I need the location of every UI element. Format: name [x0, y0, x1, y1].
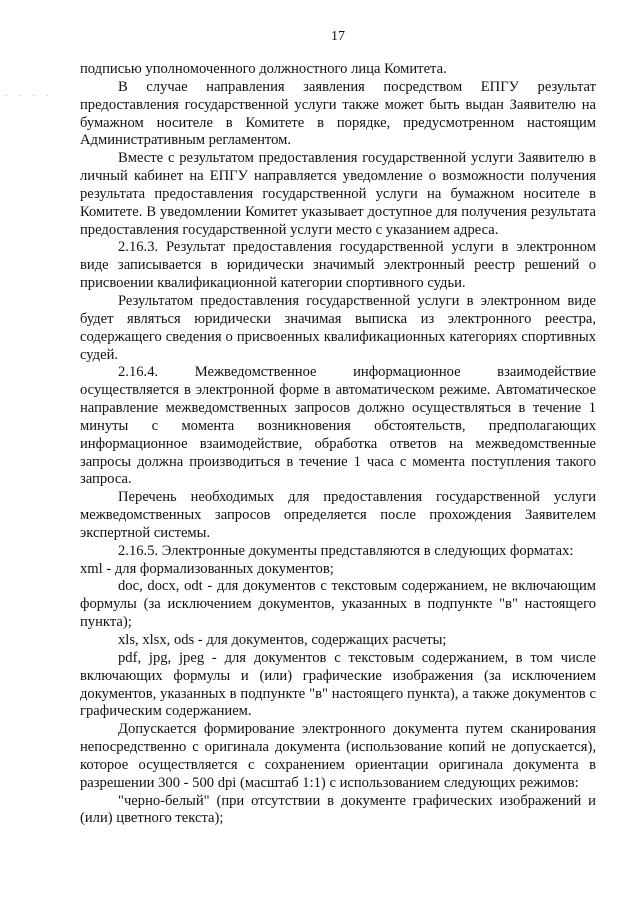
paragraph-2-16-4: 2.16.4. Межведомственное информационное взаимодействие осуществляется в электронной форме в автоматическом режиме. Автоматическое направление межведомственных запросов должно осуществляться в течение 1 минуты с момента возникновения обстоятельств, предполагающих информационное взаимодействие, обработка ответов на межведомственные запросы должна производиться в течение 1 часа с момента поступления такого запроса. [80, 364, 596, 488]
paragraph-epgu-paper: В случае направления заявления посредством ЕПГУ результат предоставления государственной услуги также может быть выдан Заявителю на бумажном носителе в Комитете в порядке, предусмотренном настоящим Административным регламентом. [80, 78, 596, 149]
paragraph-notification: Вместе с результатом предоставления государственной услуги Заявителю в личный кабинет на ЕПГУ направляется уведомление о возможности получения результата предоставления государственной услуги на бумажном носителе в Комитете. В уведомлении Комитет указывает доступное для получения результата предоставления государственной услуги место с указанием адреса. [80, 150, 596, 238]
list-item-black-white: "черно-белый" (при отсутствии в документе графических изображений и (или) цветного текста); [80, 792, 596, 827]
margin-mark: · · · · [4, 91, 52, 100]
paragraph-registry-extract: Результатом предоставления государственной услуги в электронном виде будет являться юридически значимая выписка из электронного реестра, содержащего сведения о присвоенных квалификационных категориях спортивных судей. [80, 292, 596, 363]
paragraph-scanning: Допускается формирование электронного документа путем сканирования непосредственно с оригинала документа (использование копий не допускается), которое осуществляется с сохранением ориентации оригинала документа в разрешении 300 - 500 dpi (масштаб 1:1) с использованием следующих режимов: [80, 721, 596, 791]
paragraph-2-16-3: 2.16.3. Результат предоставления государственной услуги в электронном виде записывается в юридически значимый электронный реестр решений о присвоении квалификационной категории спортивного судьи. [80, 239, 596, 292]
list-item-xls: xls, xlsx, ods - для документов, содержащих расчеты; [118, 632, 447, 648]
list-item-xml: xml - для формализованных документов; [80, 560, 334, 577]
page-number: 17 [331, 29, 345, 44]
list-item-doc: doc, docx, odt - для документов с текстовым содержанием, не включающим формулы (за исключением документов, указанных в подпункте "в" настоящего пункта); [80, 578, 596, 631]
paragraph-2-16-5: 2.16.5. Электронные документы представляются в следующих форматах: [118, 542, 574, 559]
paragraph-requests-list: Перечень необходимых для предоставления государственной услуги межведомственных запросов определяется после прохождения Заявителем экспертной системы. [80, 489, 596, 541]
list-item-pdf: pdf, jpg, jpeg - для документов с текстовым содержанием, в том числе включающих формулы и (или) графические изображения (за исключением документов, указанных в подпункте "в" настоящего пункта), а также документов с графическим содержанием. [80, 649, 596, 720]
paragraph-signature: подписью уполномоченного должностного лица Комитета. [80, 61, 447, 77]
